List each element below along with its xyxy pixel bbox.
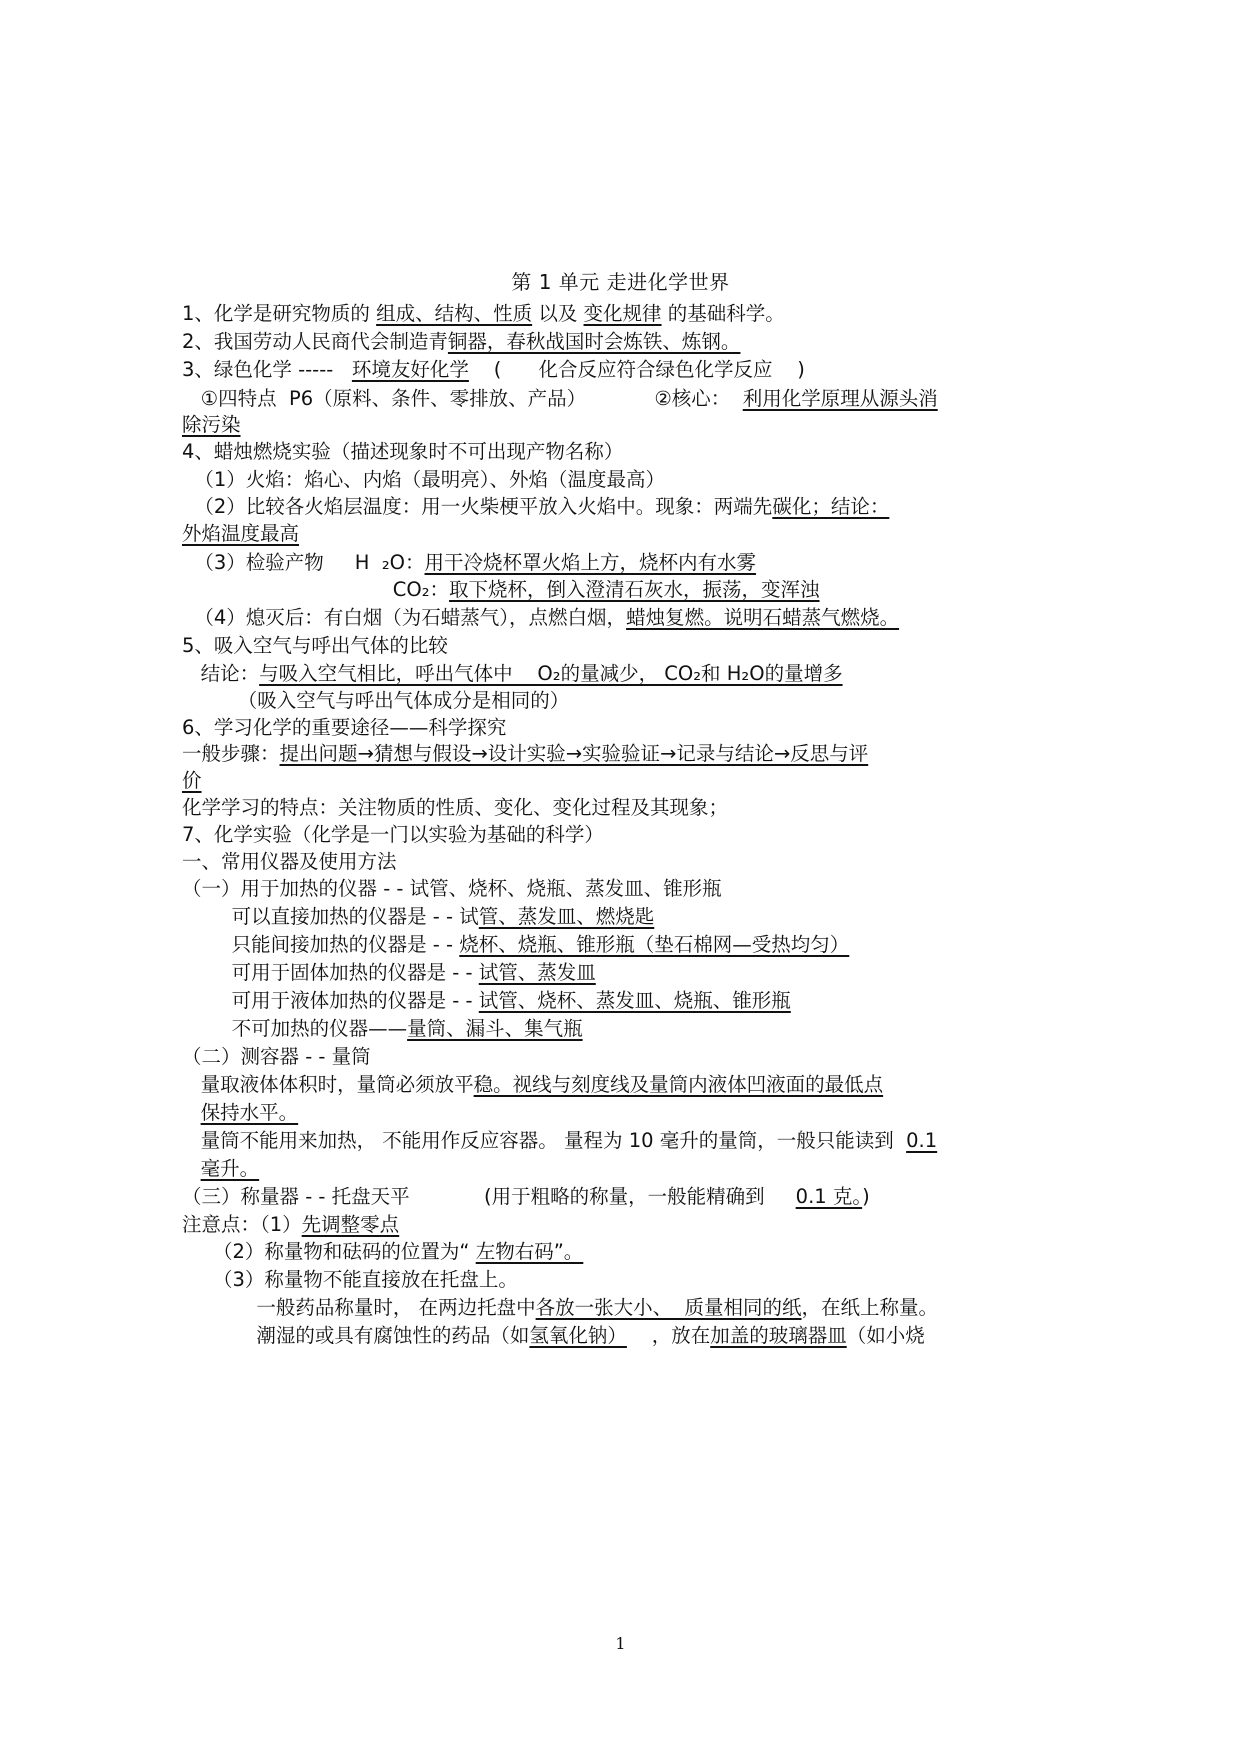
line-text: ，放在	[626, 1324, 711, 1347]
underlined-text: 稳。视线与刻度线及量筒内液体凹液面的最低点	[473, 1073, 884, 1096]
text-line	[182, 578, 820, 602]
underlined-text: 管、蒸发皿、燃烧匙	[478, 905, 655, 928]
text-line	[182, 413, 241, 437]
line-text	[182, 1157, 201, 1180]
underlined-text: 用干冷烧杯罩火焰上方，烧杯内有水雾	[424, 551, 757, 574]
text-line	[182, 1324, 925, 1348]
underlined-text: 提出问题→猜想与假设→设计实验→实验验证→记录与结论→反思与评	[279, 742, 869, 765]
text-line	[182, 961, 596, 985]
line-text: 可以直接加热的仪器是 - - 试	[182, 905, 479, 928]
line-text: （2）称量物和砝码的位置为“	[182, 1240, 476, 1263]
underlined-text: 烧杯、烧瓶、锥形瓶（垫石棉网—受热均匀）	[459, 933, 850, 956]
text-line	[182, 1129, 937, 1153]
text-line	[182, 440, 623, 464]
line-text: 2、我国劳动人民商代会制造青	[182, 330, 448, 353]
text-line	[182, 468, 665, 492]
line-text	[182, 1101, 201, 1124]
text-line	[182, 387, 938, 411]
line-text: （4）熄灭后：有白烟（为石蜡蒸气），点燃白烟，	[182, 606, 627, 629]
underlined-text: 毫升。	[200, 1157, 260, 1180]
text-line	[182, 1101, 298, 1125]
text-line	[182, 551, 756, 575]
line-text: 一般药品称量时， 在两边托盘中	[182, 1296, 536, 1319]
underlined-text: 取下烧杯，倒入澄清石灰水，振荡，变浑浊	[449, 578, 820, 601]
text-line	[182, 634, 448, 658]
text-line	[182, 1157, 259, 1181]
line-text: CO₂：	[182, 578, 450, 601]
underlined-text: 试管、烧杯、蒸发皿、烧瓶、锥形瓶	[478, 989, 791, 1012]
underlined-text: 先调整零点	[301, 1213, 400, 1236]
text-line	[182, 1296, 938, 1320]
line-text: 5、吸入空气与呼出气体的比较	[182, 634, 448, 657]
underlined-text: 量筒、漏斗、集气瓶	[407, 1017, 583, 1040]
underlined-text: 0.1	[906, 1129, 938, 1152]
underlined-text: 除污染	[182, 413, 241, 436]
line-text: （一）用于加热的仪器 - - 试管、烧杯、烧瓶、蒸发皿、锥形瓶	[182, 877, 722, 900]
underlined-text: 价	[182, 769, 202, 792]
text-line	[182, 1017, 583, 1041]
text-line	[182, 933, 849, 957]
text-line	[182, 850, 397, 874]
line-text: 注意点：（1）	[182, 1213, 302, 1236]
text-line	[182, 302, 785, 326]
line-text: 的基础科学。	[661, 302, 785, 325]
text-line	[182, 823, 604, 847]
line-text: ，在纸上称量。	[801, 1296, 939, 1319]
underlined-text: 左物右码”。	[475, 1240, 584, 1263]
line-text: )	[862, 1185, 870, 1208]
underlined-text: 环境友好化学	[351, 358, 469, 381]
text-line	[182, 522, 299, 546]
text-line	[182, 989, 791, 1013]
line-text: （三）称量器 - - 托盘天平 (用于粗略的称量，一般能精确到	[182, 1185, 796, 1208]
underlined-text: 变化规律	[583, 302, 662, 325]
text-line	[182, 716, 506, 740]
unit-title: 第 1 单元 走进化学世界	[511, 270, 730, 294]
line-text: 化学学习的特点：关注物质的性质、变化、变化过程及其现象；	[182, 796, 729, 819]
text-line	[182, 1185, 870, 1209]
text-line	[182, 330, 740, 354]
underlined-text: 铜器，春秋战国时会炼铁、炼钢。	[447, 330, 741, 353]
text-line	[182, 742, 868, 766]
underlined-text: 组成、结构、性质	[376, 302, 533, 325]
underlined-text: 加盖的玻璃器皿	[710, 1324, 847, 1347]
text-line	[182, 662, 843, 686]
line-text: 4、蜡烛燃烧实验（描述现象时不可出现产物名称）	[182, 440, 624, 463]
underlined-text: 氢氧化钠）	[529, 1324, 627, 1347]
line-text: 一、常用仪器及使用方法	[182, 850, 397, 873]
underlined-text: 0.1 克。	[795, 1185, 863, 1208]
page-number: 1	[615, 1634, 626, 1653]
line-text: 结论：	[182, 662, 260, 685]
line-text: 潮湿的或具有腐蚀性的药品（如	[182, 1324, 530, 1347]
text-line	[182, 905, 654, 929]
text-line	[182, 1213, 399, 1237]
line-text: （吸入空气与呼出气体成分是相同的）	[182, 689, 570, 712]
line-text: （1）火焰：焰心、内焰（最明亮）、外焰（温度最高）	[182, 468, 666, 491]
text-line	[182, 606, 899, 630]
line-text: （二）测容器 - - 量筒	[182, 1045, 371, 1068]
text-line	[182, 1240, 583, 1264]
line-text: 不可加热的仪器——	[182, 1017, 408, 1040]
line-text: 一般步骤：	[182, 742, 280, 765]
underlined-text: 碳化；结论：	[772, 495, 890, 518]
text-line	[182, 1073, 883, 1097]
underlined-text: 试管、蒸发皿	[478, 961, 596, 984]
line-text: 量筒不能用来加热， 不能用作反应容器。 量程为 10 毫升的量筒，一般只能读到	[182, 1129, 907, 1152]
underlined-text: 保持水平。	[200, 1101, 299, 1124]
line-text: （3）检验产物 H ₂O：	[182, 551, 425, 574]
underlined-text: 与吸入空气相比，呼出气体中 O₂的量减少， CO₂和 H₂O的量增多	[259, 662, 843, 685]
text-line	[182, 1045, 371, 1069]
line-text: 可用于固体加热的仪器是 - -	[182, 961, 479, 984]
text-line	[182, 495, 889, 519]
text-line	[182, 358, 805, 382]
text-line	[182, 1268, 518, 1292]
line-text: ( 化合反应符合绿色化学反应 )	[468, 358, 805, 381]
line-text: 只能间接加热的仪器是 - -	[182, 933, 460, 956]
underlined-text: 各放一张大小、 质量相同的纸	[535, 1296, 802, 1319]
text-line	[182, 796, 728, 820]
line-text: 以及	[532, 302, 584, 325]
text-line	[182, 769, 202, 793]
line-text: 量取液体体积时，量筒必须放平	[182, 1073, 474, 1096]
text-line	[182, 877, 722, 901]
line-text: 6、学习化学的重要途径——科学探究	[182, 716, 507, 739]
text-line	[182, 689, 569, 713]
line-text: （3）称量物不能直接放在托盘上。	[182, 1268, 518, 1291]
line-text: ①四特点 P6（原料、条件、零排放、产品） ②核心：	[182, 387, 743, 410]
underlined-text: 外焰温度最高	[182, 522, 300, 545]
line-text: 可用于液体加热的仪器是 - -	[182, 989, 479, 1012]
line-text: 1、化学是研究物质的	[182, 302, 377, 325]
line-text: 3、绿色化学 -----	[182, 358, 352, 381]
underlined-text: 利用化学原理从源头消	[742, 387, 938, 410]
underlined-text: 蜡烛复燃。说明石蜡蒸气燃烧。	[626, 606, 900, 629]
line-text: （如小烧	[846, 1324, 925, 1347]
line-text: 7、化学实验（化学是一门以实验为基础的科学）	[182, 823, 604, 846]
line-text: （2）比较各火焰层温度：用一火柴梗平放入火焰中。现象：两端先	[182, 495, 773, 518]
